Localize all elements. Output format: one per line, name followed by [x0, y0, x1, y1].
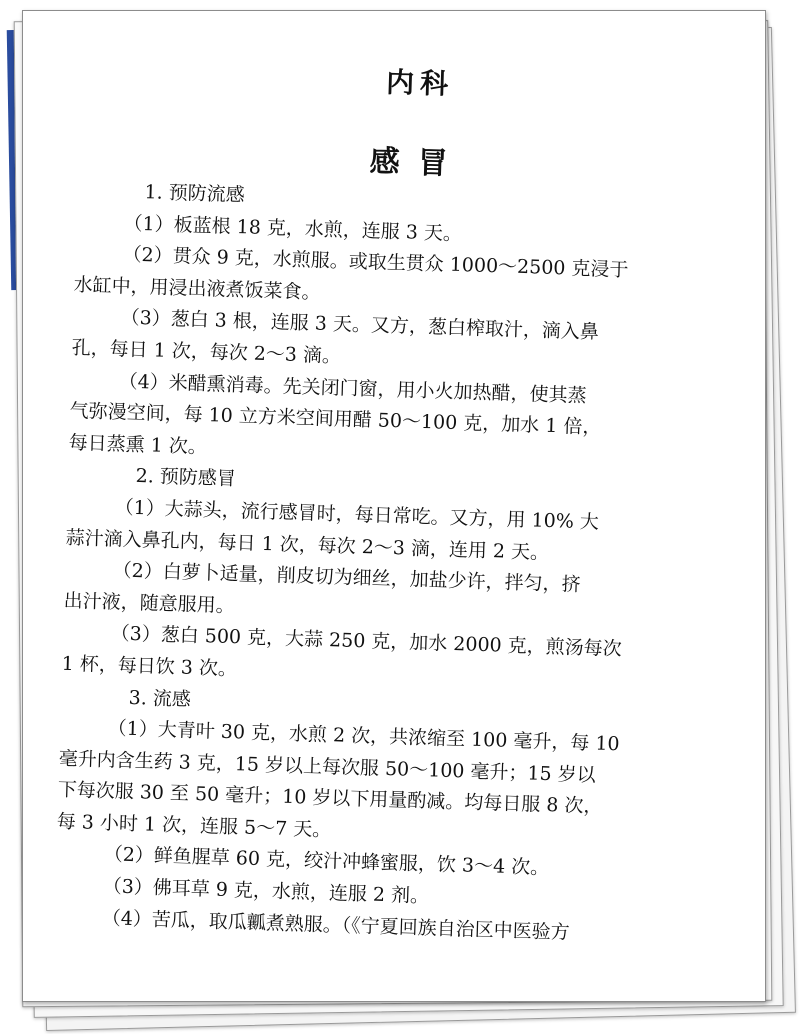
text-line: 孔，每日 1 次，每次 2～3 滴。 [71, 336, 342, 368]
remedy-item: （1）大青叶 30 克，水煎 2 次，共浓缩至 100 毫升，每 10 [107, 717, 620, 756]
subsection-heading: 2. 预防感冒 [135, 465, 237, 491]
remedy-item: （2）鲜鱼腥草 60 克，绞汁冲蜂蜜服，饮 3～4 次。 [103, 843, 550, 880]
remedy-item: （4）苦瓜，取瓜瓤煮熟服。（《宁夏回族自治区中医验方 [101, 906, 570, 944]
body-text [53, 175, 717, 953]
remedy-item: （3）佛耳草 9 克，水煎，连服 2 剂。 [102, 875, 430, 908]
text-line: 1 杯，每日饮 3 次。 [61, 652, 238, 681]
text-line: 水缸中，用浸出液煮饭菜食。 [73, 273, 321, 304]
text-line: 毫升内含生药 3 克，15 岁以上每次服 50～100 毫升；15 岁以 [58, 747, 596, 787]
text-line: 下每次服 30 至 50 毫升；10 岁以下用量酌减。均每日服 8 次， [57, 778, 603, 819]
remedy-item: （3）葱白 500 克，大蒜 250 克，加水 2000 克，煎汤每次 [110, 622, 623, 661]
remedy-item: （2）白萝卜适量，削皮切为细丝，加盐少许，拌匀，挤 [112, 559, 581, 597]
page-content [53, 51, 720, 953]
remedy-item: （4）米醋熏消毒。先关闭门窗，用小火加热醋，使其蒸 [118, 369, 587, 407]
text-line: 每 3 小时 1 次，连服 5～7 天。 [56, 810, 332, 842]
text-line: 气弥漫空间，每 10 立方米空间用醋 50～100 克，加水 1 倍， [69, 399, 602, 439]
remedy-item: （1）板蓝根 18 克，水煎，连服 3 天。 [123, 212, 463, 245]
text-line: 每日蒸熏 1 次。 [68, 431, 208, 458]
text-line: 出汁液，随意服用。 [63, 589, 236, 617]
remedy-item: （2）贯众 9 克，水煎服。或取生贯众 1000～2500 克浸于 [122, 243, 629, 282]
text-line: 蒜汁滴入鼻孔内，每日 1 次，每次 2～3 滴，连用 2 天。 [65, 526, 550, 564]
remedy-item: （1）大蒜头，流行感冒时，每日常吃。又方，用 10% 大 [114, 496, 600, 534]
document-page [22, 10, 766, 1002]
subsection-heading: 1. 预防流感 [144, 181, 246, 207]
section-heading: 感冒 [369, 144, 467, 183]
chapter-title: 内科 [385, 65, 455, 101]
remedy-item: （3）葱白 3 根，连服 3 天。又方，葱白榨取汁，滴入鼻 [120, 306, 600, 344]
subsection-heading: 3. 流感 [128, 686, 192, 711]
